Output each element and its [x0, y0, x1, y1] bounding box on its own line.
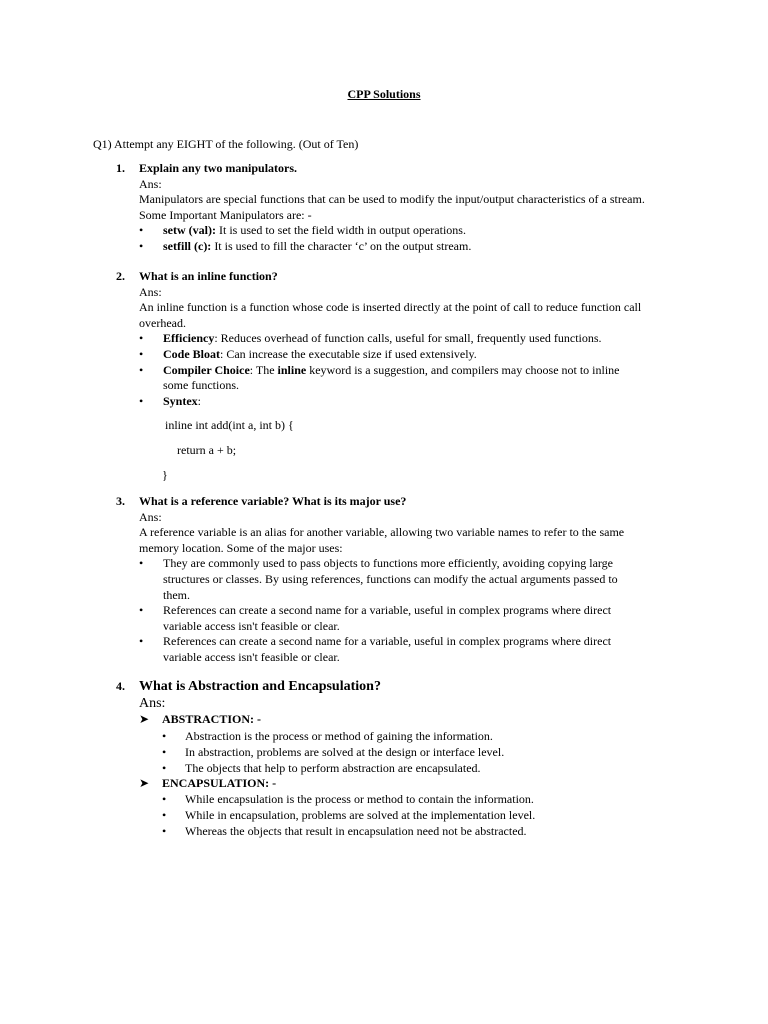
answer-label: Ans:	[139, 284, 162, 299]
term-description: :	[197, 393, 202, 408]
list-item	[139, 394, 639, 410]
keyword: inline	[277, 362, 307, 377]
answer-paragraph: A reference variable is an alias for another variable, allowing two variable names to refer to the same memory location. Some of the major uses:	[139, 525, 625, 555]
answer-paragraph: Manipulators are special functions that can be used to modify the input/output characteristics of a stream. Some Important Manipulators are: -	[139, 192, 645, 222]
question-title: What is Abstraction and Encapsulation?	[139, 679, 381, 694]
list-item: • References can create a second name for a variable, useful in complex programs where direct variable access isn't feasible or clear.	[139, 634, 639, 665]
bullet-list	[139, 556, 639, 665]
answer-paragraph: An inline function is a function whose code is inserted directly at the point of call to reduce function call overhead.	[139, 300, 642, 330]
question-3	[116, 494, 676, 666]
question-number: 2.	[116, 269, 125, 283]
question-title: What is an inline function?	[139, 269, 278, 283]
answer-label: Ans:	[139, 176, 162, 191]
abstraction-heading	[139, 712, 676, 728]
list-item	[139, 223, 676, 239]
encapsulation-heading	[139, 776, 676, 792]
bullet-list	[162, 728, 676, 776]
code-block	[162, 413, 676, 488]
term-description: : The	[249, 362, 278, 377]
list-item	[139, 239, 676, 255]
term-description: : Can increase the executable size if used extensively.	[220, 346, 477, 361]
term: Code Bloat	[163, 346, 220, 361]
list-item: • Whereas the objects that result in encapsulation need not be abstracted.	[162, 823, 676, 839]
arrow-bullet-icon: ➤	[139, 775, 150, 790]
section-label: ENCAPSULATION: -	[162, 775, 277, 790]
section-label: ABSTRACTION: -	[162, 712, 262, 726]
question-number: 1.	[116, 161, 125, 175]
list-item: • While in encapsulation, problems are solved at the implementation level.	[162, 807, 676, 823]
code-line: inline int add(int a, int b) {	[165, 418, 294, 433]
list-item: • References can create a second name for a variable, useful in complex programs where direct variable access isn't feasible or clear.	[139, 603, 639, 634]
term: setw (val):	[163, 223, 216, 238]
bullet-list	[139, 223, 676, 254]
list-item: • Abstraction is the process or method of gaining the information.	[162, 728, 676, 744]
code-line: }	[162, 468, 168, 483]
list-item: • While encapsulation is the process or method to contain the information.	[162, 791, 676, 807]
term-description: It is used to set the field width in output operations.	[215, 223, 466, 238]
list-item	[139, 331, 639, 347]
answer-label: Ans:	[139, 696, 166, 711]
list-item: • In abstraction, problems are solved at the design or interface level.	[162, 744, 676, 760]
term-description: keyword is a suggestion, and compilers may choose not to inline some functions.	[163, 362, 620, 393]
list-item	[139, 347, 639, 363]
question-title: What is a reference variable? What is its major use?	[139, 494, 407, 508]
question-number: 3.	[116, 494, 125, 508]
term: Efficiency	[163, 331, 215, 346]
bullet-list	[139, 331, 639, 409]
question-1	[116, 161, 676, 255]
list-item: • The objects that help to perform abstraction are encapsulated.	[162, 760, 676, 776]
list-item	[139, 363, 639, 394]
question-set-intro: Q1) Attempt any EIGHT of the following. (Out of Ten)	[93, 137, 359, 151]
arrow-bullet-icon: ➤	[139, 712, 150, 726]
list-item: • They are commonly used to pass objects to functions more efficiently, avoiding copying large structures or classes. By using references, functions can modify the actual arguments passed to them.	[139, 556, 639, 603]
question-title: Explain any two manipulators.	[139, 161, 298, 175]
document-title: CPP Solutions	[347, 87, 421, 101]
term-description: It is used to fill the character ‘c’ on the output stream.	[211, 238, 472, 253]
term: Compiler Choice	[163, 362, 250, 377]
term: Syntex	[163, 393, 198, 408]
question-4	[116, 678, 676, 839]
question-number: 4.	[116, 679, 125, 693]
term: setfill (c):	[163, 238, 212, 253]
question-2	[116, 269, 676, 488]
bullet-list	[162, 791, 676, 839]
answer-label: Ans:	[139, 509, 162, 524]
code-line: return a + b;	[177, 443, 237, 458]
term-description: : Reduces overhead of function calls, useful for small, frequently used functions.	[214, 331, 602, 346]
